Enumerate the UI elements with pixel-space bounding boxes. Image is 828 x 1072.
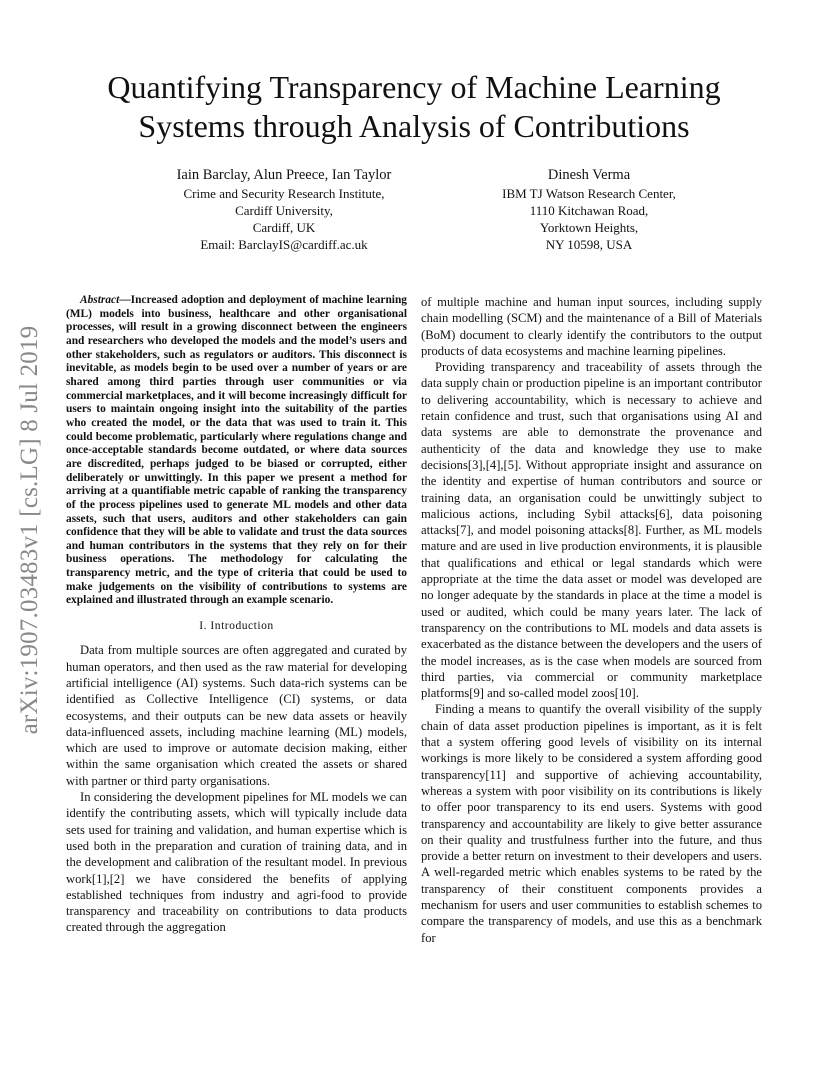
arxiv-sidebar: [0, 300, 60, 760]
affiliation-line: Cardiff, UK: [252, 220, 316, 235]
author-block-1: [154, 165, 414, 253]
left-column: [66, 294, 407, 936]
title-line-2: Systems through Analysis of Contributions: [138, 108, 690, 144]
affiliation-line: Crime and Security Research Institute,: [183, 186, 385, 201]
arxiv-identifier: arXiv:1907.03483v1 [cs.LG] 8 Jul 2019: [16, 325, 43, 735]
affiliation-line: NY 10598, USA: [545, 237, 633, 252]
author-email: Email: BarclayIS@cardiff.ac.uk: [200, 237, 368, 252]
affiliation-line: IBM TJ Watson Research Center,: [502, 186, 676, 201]
author-names: Iain Barclay, Alun Preece, Ian Taylor: [176, 167, 392, 183]
affiliation-line: 1110 Kitchawan Road,: [529, 203, 649, 218]
paragraph: Data from multiple sources are often aggregated and curated by human operators, and then used as the raw material for developing artificial intelligence (AI) systems. Such data-rich systems can be identified as Collective Intelligence (CI) systems, or data ecosystems, and their outputs can be new data assets or heavily data-influenced assets, including machine learning (ML) models, which are used to improve or automate decision making, either within the same organisation which created the assets or shared with partner or third party organisations.: [66, 643, 407, 788]
abstract-label: Abstract: [80, 294, 120, 306]
paragraph: Providing transparency and traceability of assets through the data supply chain or production pipeline is an important contributor to delivering accountability, which is necessary to achieve and retain confidence and trust, such that organisations using AI and data systems are able to demonstrate the provenance and authenticity of the data and knowledge they use to make decisions[3],[4],[5]. Without appropriate insight and assurance on the identity and expertise of human contributors and source or training data, an organisation could be unwittingly subject to malicious actions, including Sybil attacks[6], data poisoning attacks[7], and model poisoning attacks[8]. Further, as ML models mature and are used in live production environments, it is plausible that qualifications and ethical or legal standards which were appropriate at the time the data asset or model was developed are no longer adequate by the standards in place at the time a model is used or audited, which could be many years later. The lack of transparency on the contributions to ML models and data assets is exacerbated as the distance between the developers and the users of the model increases, as is the case when models are sourced from third parties, via commercial or community marketplace platforms[9] and so-called model zoos[10].: [421, 360, 763, 701]
introduction: [66, 642, 407, 935]
paragraph: Finding a means to quantify the overall visibility of the supply chain of data asset production pipelines is important, as it is felt that a system offering good levels of visibility on its internal workings is more likely to be considered a system affording good transparency[11] and supportive of achieving accountability, whereas a system with poor visibility on its contributions is likely to offer poor transparency to its end users. Systems with good transparency and accountability are likely to give better assurance on their quality and trustfulness further into the future, and thus provide a better return on investment to their developers and users. A well-regarded metric which enables systems to be rated by the transparency of their constituent components provides a mechanism for users and user communities to establish schemes to compare the transparency of models, and use this as a benchmark for: [421, 702, 762, 945]
abstract: [66, 294, 407, 608]
right-column: [421, 294, 762, 946]
paper-title: [60, 68, 768, 146]
author-names: Dinesh Verma: [547, 167, 631, 183]
title-line-1: Quantifying Transparency of Machine Learning: [107, 69, 721, 105]
abstract-text: —Increased adoption and deployment of machine learning (ML) models into business, healthcare and other organisational processes, will result in a growing disconnect between the engineers and researchers who developed the models and the model’s users and other stakeholders, such as regulators or auditors. This disconnect is inevitable, as models begin to be used over a number of years or are shared among third parties through user communities or via commercial marketplaces, and it will become increasingly difficult for users to maintain ongoing insight into the suitability of the parties who created the model, or the data that was used to train it. This could become problematic, particularly where regulations change and once-acceptable standards become outdated, or where data sources are discredited, perhaps judged to be biased or corrupted, either deliberately or unwittingly. In this paper we present a method for arriving at a quantifiable metric capable of ranking the transparency of the process pipelines used to generate ML models and other data assets, such that users, auditors and other stakeholders can gain confidence that they will be able to validate and trust the data sources and human contributors in the systems that they rely on for their business operations. The methodology for calculating the transparency metric, and the type of criteria that could be used to make judgements on the visibility of contributions to systems are explained and illustrated through an example scenario.: [66, 294, 407, 607]
section-heading: I. Introduction: [199, 619, 274, 633]
author-block-2: [454, 165, 724, 253]
paragraph: of multiple machine and human input sources, including supply chain modelling (SCM) and the maintenance of a Bill of Materials (BoM) document to clearly identify the contributors to the output products of data ecosystems and machine learning pipelines.: [421, 295, 762, 358]
affiliation-line: Cardiff University,: [235, 203, 333, 218]
affiliation-line: Yorktown Heights,: [539, 220, 639, 235]
paragraph: In considering the development pipelines for ML models we can identify the contributing assets, which will typically include data sets used for training and validation, and human expertise which is used both in the preparation and curation of training data, and in the development and calibration of the resultant model. In previous work[1],[2] we have considered the benefits of applying established techniques from industry and agri-food to provide transparency and traceability on contributions to data products created through the aggregation: [66, 790, 407, 935]
